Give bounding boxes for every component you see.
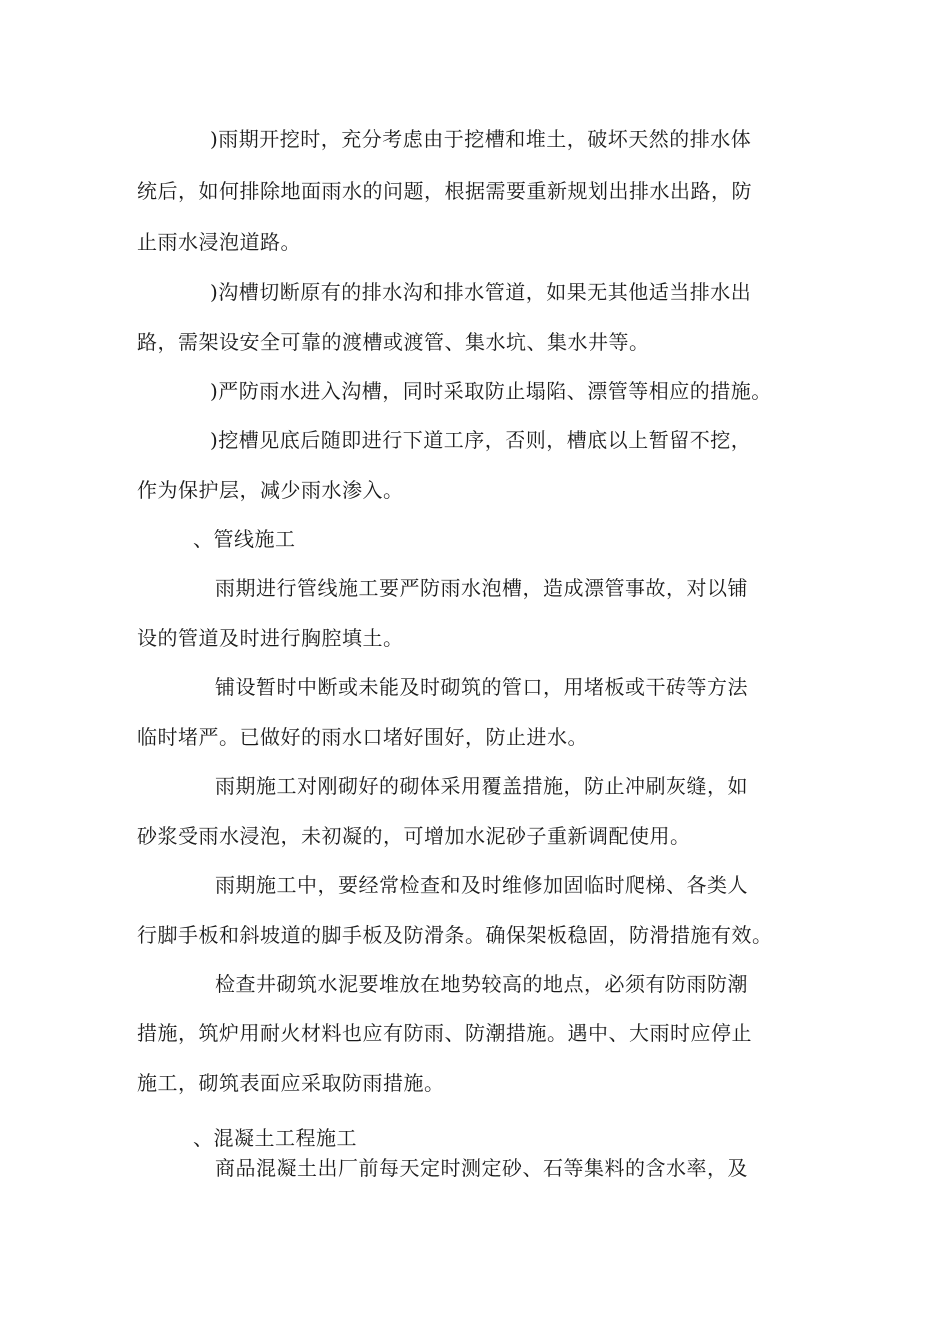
section-heading: 、管线施工: [193, 527, 296, 551]
text-line: 雨期进行管线施工要严防雨水泡槽，造成漂管事故，对以铺: [215, 576, 748, 600]
text-line: 商品混凝土出厂前每天定时测定砂、石等集料的含水率，及: [215, 1156, 748, 1180]
text-line: 措施，筑炉用耐火材料也应有防雨、防潮措施。遇中、大雨时应停止: [137, 1021, 752, 1045]
text-line: 铺设暂时中断或未能及时砌筑的管口，用堵板或干砖等方法: [215, 675, 748, 699]
text-line: 路，需架设安全可靠的渡槽或渡管、集水坑、集水井等。: [137, 330, 650, 354]
text-line: 雨期施工中，要经常检查和及时维修加固临时爬梯、各类人: [215, 873, 748, 897]
text-line: 作为保护层，减少雨水渗入。: [137, 478, 404, 502]
text-line: 统后，如何排除地面雨水的问题，根据需要重新规划出排水出路，防: [137, 179, 752, 203]
text-line: 行脚手板和斜坡道的脚手板及防滑条。确保架板稳固，防滑措施有效。: [137, 923, 773, 947]
text-line: 检查井砌筑水泥要堆放在地势较高的地点，必须有防雨防潮: [215, 972, 748, 996]
text-line: 雨期施工对刚砌好的砌体采用覆盖措施，防止冲刷灰缝，如: [215, 774, 748, 798]
text-line: 临时堵严。已做好的雨水口堵好围好，防止进水。: [137, 725, 588, 749]
text-line: )雨期开挖时，充分考虑由于挖槽和堆土，破坏天然的排水体: [210, 127, 752, 151]
text-line: 止雨水浸泡道路。: [137, 230, 301, 254]
text-line: )沟槽切断原有的排水沟和排水管道，如果无其他适当排水出: [210, 280, 752, 304]
text-line: 施工，砌筑表面应采取防雨措施。: [137, 1071, 445, 1095]
section-heading: 、混凝土工程施工: [193, 1126, 357, 1150]
text-line: )挖槽见底后随即进行下道工序，否则，槽底以上暂留不挖，: [210, 428, 752, 452]
text-line: 设的管道及时进行胸腔填土。: [137, 626, 404, 650]
text-line: 砂浆受雨水浸泡，未初凝的，可增加水泥砂子重新调配使用。: [137, 824, 691, 848]
text-line: )严防雨水进入沟槽，同时采取防止塌陷、漂管等相应的措施。: [210, 379, 772, 403]
